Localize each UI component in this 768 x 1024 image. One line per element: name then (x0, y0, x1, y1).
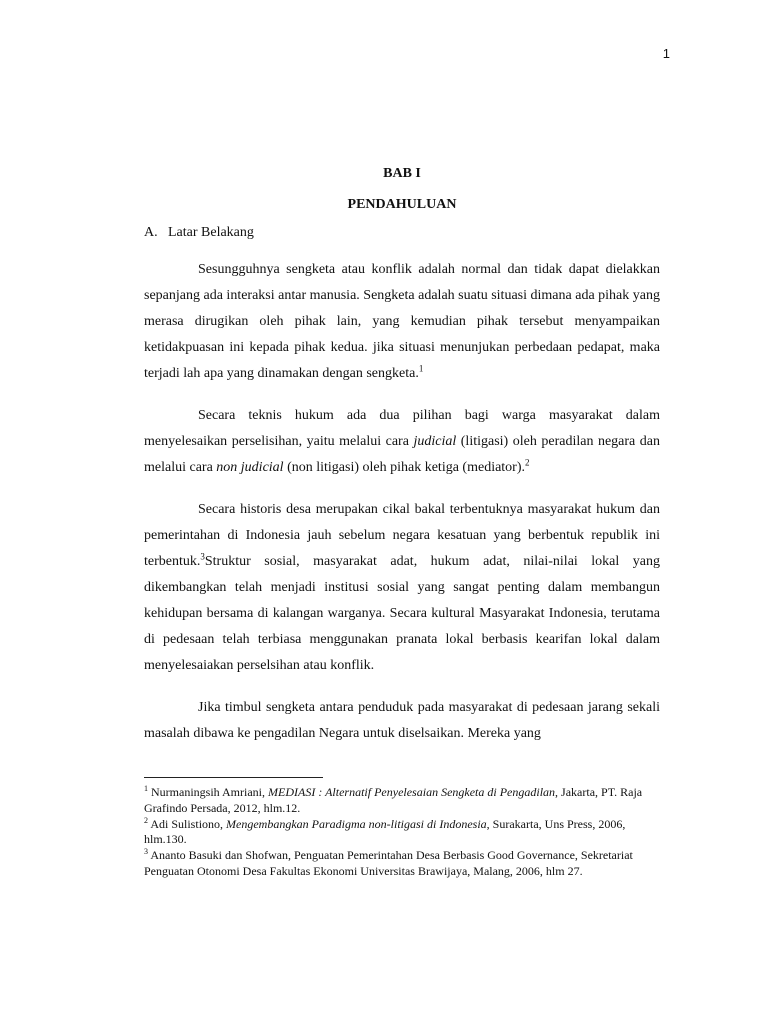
section-number: A. (144, 225, 158, 240)
chapter-label: BAB I (383, 166, 421, 181)
chapter-title: PENDAHULUAN (347, 197, 457, 212)
footnote-1-author: Nurmaningsih Amriani, (151, 785, 268, 799)
paragraph-3-text-a: Secara historis desa merupakan cikal bakal terbentuknya masyarakat hukum dan pemerintahan di Indonesia jauh sebelum negara kesatuan yang berbentuk republik ini terbentuk. (144, 502, 660, 569)
footnote-2-rest: , Surakarta, Uns Press, 2006, hlm.130. (144, 816, 626, 846)
section-heading (144, 225, 254, 241)
footnotes (144, 785, 654, 880)
footnote-2-author: Adi Sulistiono, (150, 816, 227, 831)
paragraph-2-italic-non-judicial: non judicial (216, 460, 284, 475)
footnote-ref-1: 1 (418, 363, 424, 374)
footnote-3 (144, 848, 654, 879)
footnote-2-number: 2 (144, 815, 148, 825)
section-title: Latar Belakang (168, 225, 254, 240)
footnote-2 (144, 817, 654, 848)
body-text (144, 257, 660, 763)
paragraph-3-text-b: Struktur sosial, masyarakat adat, hukum adat, nilai-nilai lokal yang dikembangkan telah menjadi institusi sosial yang sangat penting dalam membangun kehidupan bersama di kalangan warganya. Secara kultural Masyarakat Indonesia, terutama di pedesaan telah terbiasa menggunakan pranata lokal berbasis kearifan lokal dalam menyelesaiakan perselsihan atau konflik. (144, 554, 660, 673)
paragraph-4 (144, 695, 660, 747)
footnote-1-title: MEDIASI : Alternatif Penyelesaian Sengketa di Pengadilan (268, 785, 556, 799)
footnote-2-title: Mengembangkan Paradigma non-litigasi di Indonesia (226, 816, 487, 831)
footnote-3-text: Ananto Basuki dan Shofwan, Penguatan Pemerintahan Desa Berbasis Good Governance, Sekretariat Penguatan Otonomi Desa Fakultas Ekonomi Universitas Brawijaya, Malang, 2006, hlm 27. (144, 848, 633, 878)
footnote-3-number: 3 (144, 847, 148, 856)
paragraph-2 (144, 403, 660, 481)
footnote-1-rest: , Jakarta, PT. Raja Grafindo Persada, 2012, hlm.12. (144, 785, 643, 815)
paragraph-2-text-a: Secara teknis hukum ada dua pilihan bagi warga masyarakat dalam menyelesaikan perselisihan, yaitu melalui cara (144, 408, 660, 449)
footnote-ref-2: 2 (525, 457, 530, 468)
paragraph-2-text-b: (litigasi) oleh peradilan negara dan melalui cara (144, 434, 661, 475)
paragraph-3 (144, 497, 660, 679)
paragraph-1 (144, 257, 660, 387)
paragraph-1-text: Sesungguhnya sengketa atau konflik adalah normal dan tidak dapat dielakkan sepanjang ada interaksi antar manusia. Sengketa adalah suatu situasi dimana ada pihak yang merasa dirugikan oleh pihak lain, yang kemudian pihak tersebut menyampaikan ketidakpuasan ini kepada pihak kedua. jika situasi menunjukan perbedaan pedapat, maka terjadi lah apa yang dinamakan dengan sengketa. (144, 262, 660, 381)
footnote-1-number: 1 (144, 784, 148, 793)
footnote-separator (144, 777, 323, 778)
paragraph-2-text-c: (non litigasi) oleh pihak ketiga (mediator). (283, 460, 526, 475)
paragraph-2-italic-judicial: judicial (413, 434, 457, 449)
paragraph-4-text: Jika timbul sengketa antara penduduk pada masyarakat di pedesaan jarang sekali masalah dibawa ke pengadilan Negara untuk diselsaikan. Mereka yang (144, 700, 660, 741)
footnote-ref-3: 3 (200, 551, 205, 562)
footnote-1 (144, 785, 654, 816)
page-number: 1 (662, 46, 670, 61)
